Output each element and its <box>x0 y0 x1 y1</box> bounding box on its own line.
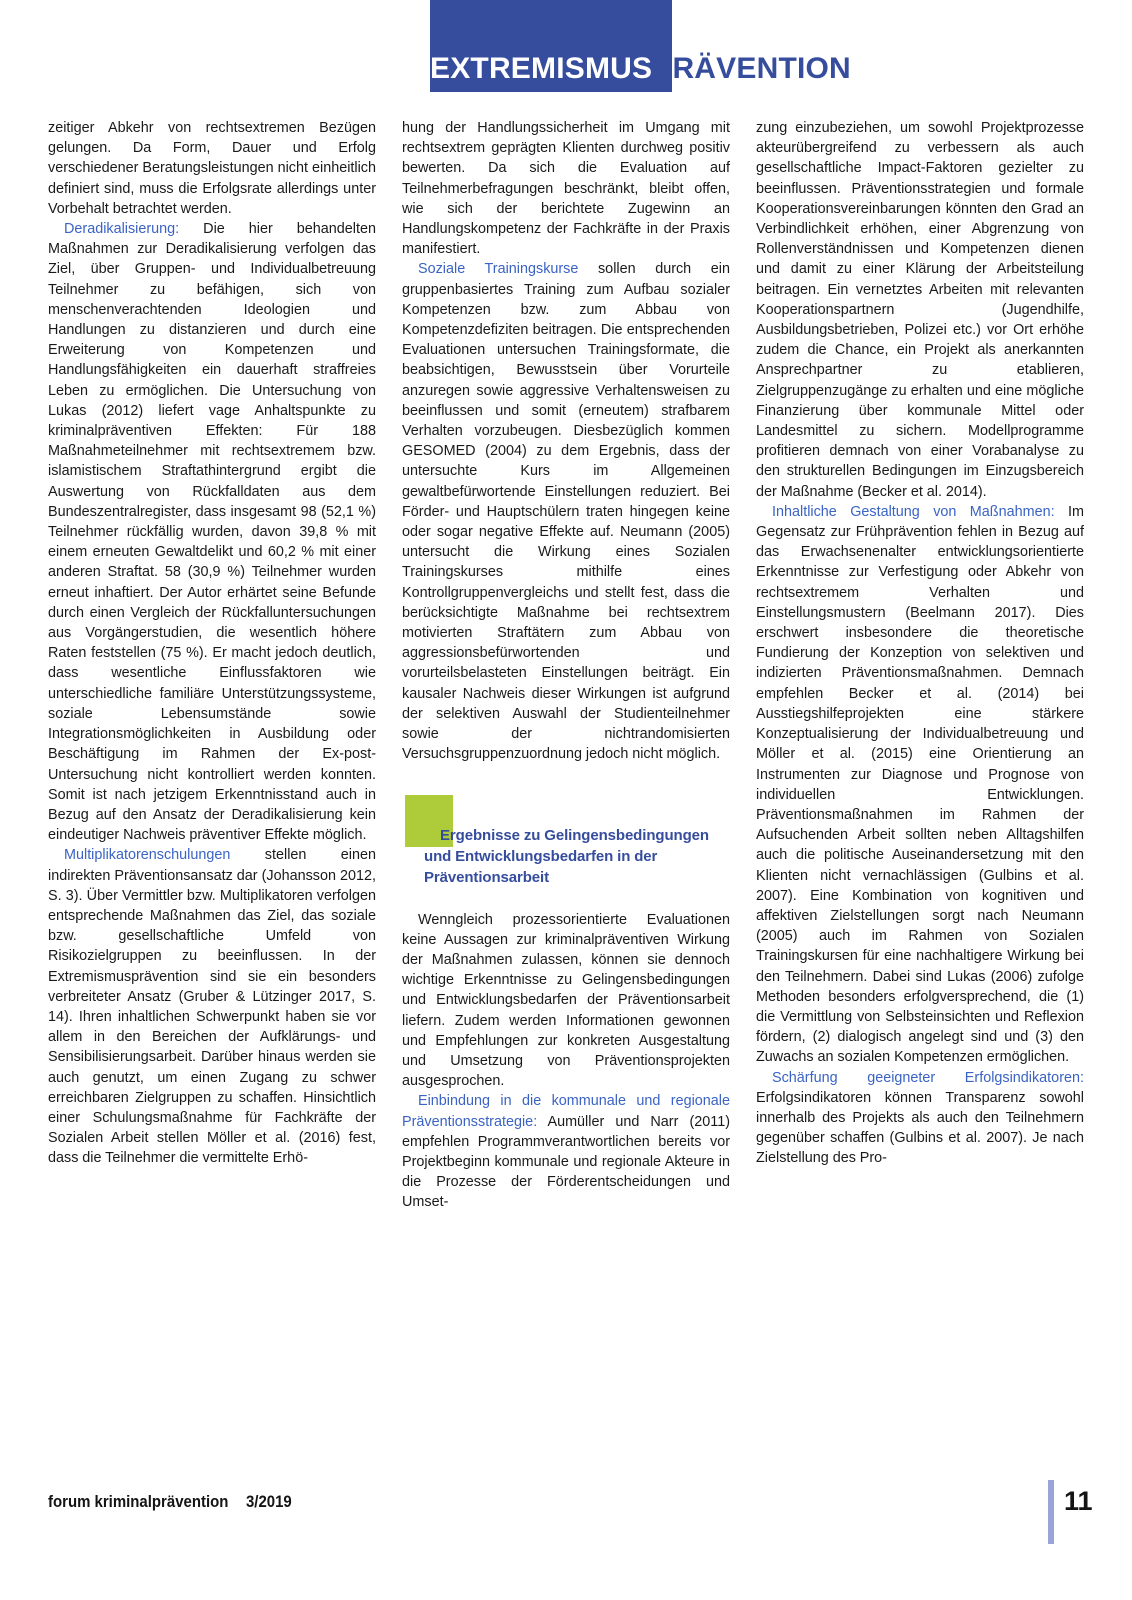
runin-heading-deradikalisierung: Deradikalisierung: <box>64 221 180 238</box>
article-columns <box>48 118 1086 1448</box>
paragraph-text: Aumüller und Narr (2011) empfehlen Programmverantwortlichen bereits vor Projektbeginn kommunale und regionale Akteure in die Prozesse der Förderentscheidungen und Umset- <box>402 1113 730 1211</box>
page-header <box>0 0 1132 112</box>
paragraph <box>756 502 1084 1068</box>
section-heading: Ergebnisse zu Gelingensbedingungen und Entwicklungsbedarfen in der Präventionsarbeit <box>424 826 709 886</box>
paragraph-text: sollen durch ein gruppenbasiertes Training zum Aufbau sozialer Kompetenzen bzw. zum Abbau von Kompetenzdefiziten beitragen. Die entsprechenden Evaluationen untersuchen Trainingsformate, die beabsichtigen, Bewusstsein über Vorurteile anzuregen sowie aggressive Verhaltensweisen zu beeinflussen und somit (erneutem) strafbarem Verhalten vorzubeugen. Diesbezüglich kommen GESOMED (2004) zu dem Ergebnis, dass der untersuchte Kurs im Allgemeinen gewaltbefürwortende Einstellungen reduziert. Bei Förder- und Hauptschülern traten hingegen keine oder sogar negative Effekte auf. Neumann (2005) untersucht die Wirkung eines Sozialen Trainingskurses mithilfe eines Kontrollgruppenvergleichs und stellt fest, dass die berücksichtigte Maßnahme bei rechtsextrem motivierten Straftätern zum Abbau von aggressionsbefürwortenden und vorurteilsbelasteten Einstellungen beiträgt. Ein kausaler Nachweis dieser Wirkungen ist aufgrund der selektiven Auswahl der Studienteilnehmer sowie der nichtrandomisierten Versuchsgruppenzuordnung jedoch nicht möglich. <box>402 261 730 763</box>
paragraph: zeitiger Abkehr von rechtsextremen Bezügen gelungen. Da Form, Dauer und Erfolg verschiedener Beratungsleistungen nicht einheitlich definiert sind, muss die Erfolgsrate allerdings unter Vorbehalt betrachtet werden. <box>48 120 376 217</box>
paragraph <box>48 219 376 845</box>
runin-heading-multiplikatorenschulungen: Multiplikatorenschulungen <box>64 847 231 864</box>
column-middle <box>402 118 730 1448</box>
paragraph: zung einzubeziehen, um sowohl Projektprozesse akteurübergreifend zu verbessern als auch gesellschaftliche Impact-Faktoren gezielter zu beeinflussen. Präventionsstrategien und formale Kooperationsvereinbarungen könnten den Grad an Verbindlichkeit erhöhen, einer Abgrenzung von Rollenverständnissen und Kompetenzen dienen und damit zu einer Klärung der Arbeitsteilung beitragen. Ein vernetztes Arbeiten mit relevanten Kooperationspartnern (Jugendhilfe, Ausbildungsbetrieben, Polizei etc.) vor Ort erhöhe zudem die Chance, ein Projekt als anerkannten Ansprechpartner zu etablieren, Zielgruppenzugänge zu erhalten und eine mögliche Finanzierung über kommunale Mittel oder Landesmittel zu sichern. Modellprogramme profitieren demnach von einer Vorabanalyse zu den strukturellen Bedingungen im Einzugsbereich der Maßnahme (Becker et al. 2014). <box>756 120 1084 500</box>
page-title <box>430 54 1070 84</box>
paragraph <box>402 1091 730 1212</box>
runin-heading-inhaltliche-gestaltung: Inhaltliche Gestaltung von Maßnahmen: <box>772 503 1055 520</box>
paragraph <box>402 259 730 764</box>
runin-heading-soziale-trainingskurse: Soziale Trainingskurse <box>418 261 579 278</box>
runin-heading-einbindung-kommunale-strategie: Einbindung in die kommunale und regionale Präventionsstrategie: <box>402 1093 730 1130</box>
paragraph-text: stellen einen indirekten Präventionsansatz dar (Johansson 2012, S. 3). Über Vermittler bzw. Multiplikatoren verfolgen entsprechende Maßnahmen das Ziel, das soziale bzw. gesellschaftliche Umfeld von Risikozielgruppen zu beeinflussen. In der Extremismusprävention sind sie ein besonders verbreiteter Ansatz (Gruber & Lützinger 2017, S. 14). Ihren inhaltlichen Schwerpunkt haben sie vor allem in den Bereichen der Aufklärungs- und Sensibilisierungsarbeit. Darüber hinaus werden sie auch genutzt, um einen Zugang zu schwer erreichbaren Zielgruppen zu schaffen. Hinsichtlich einer Schulungsmaßnahme für Fachkräfte der Sozialen Arbeit stellen Möller et al. (2016) fest, dass die Teilnehmer die vermittelte Erhö- <box>48 847 376 1167</box>
column-right <box>756 118 1084 1448</box>
section-heading-block <box>402 795 730 888</box>
paragraph <box>756 1068 1084 1169</box>
paragraph: hung der Handlungssicherheit im Umgang mit rechtsextrem geprägten Klienten durchweg positiv bewerten. Da sich die Evaluation auf Teilnehmerbefragungen beschränkt, bleibt offen, wie sich der berichtete Zugewinn an Handlungskompetenz der Fachkräfte in der Praxis manifestiert. <box>402 120 730 258</box>
paragraph-text: Die hier behandelten Maßnahmen zur Deradikalisierung verfolgen das Ziel, über Gruppen- und Individualbetreuung Teilnehmer zu befähigen, sich von menschenverachtenden Ideologien und Handlungen zu distanzieren und durch eine Erweiterung von Kompetenzen und Handlungsfähigkeiten ein dauerhaft straffreies Leben zu ermöglichen. Die Untersuchung von Lukas (2012) liefert vage Anhaltspunkte zu kriminalpräventiven Effekten: Für 188 Maßnahmeteilnehmer mit rechtsextremem bzw. islamistischem Straftathintergrund ergibt die Auswertung von Rückfalldaten aus dem Bundeszentralregister, dass insgesamt 98 (52,1 %) Teilnehmer rückfällig wurden, davon 39,8 % mit einem erneuten Gewaltdelikt und 60,2 % mit einer anderen Straftat. 58 (30,9 %) Teilnehmer wurden erneut inhaftiert. Der Autor erhärtet seine Befunde durch einen Vergleich der Rückfalluntersuchungen aus Vorgängerstudien, die wesentlich höhere Raten feststellen (75 %). Er macht jedoch deutlich, dass wesentliche Einflussfaktoren wie unterschiedliche familiäre Unterstützungssysteme, soziale Lebensumstände sowie Integrationsmöglichkeiten in Ausbildung oder Beschäftigung im Rahmen der Ex-post-Untersuchung nicht kontrolliert werden konnten. Somit ist nach jetzigem Erkenntnisstand auch in Bezug auf den Ansatz der Deradikalisierung kein eindeutiger Nachweis präventiver Effekte möglich. <box>48 221 376 844</box>
paragraph-text: Im Gegensatz zur Frühprävention fehlen in Bezug auf das Erwachsenenalter entwicklungsorientierte Erkenntnisse zur Verfestigung oder Abkehr von rechtsextremem Verhalten und Einstellungsmustern (Beelmann 2017). Dies erschwert insbesondere die theoretische Fundierung der Konzeption von selektiven und indizierten Präventionsmaßnahmen. Demnach empfehlen Becker et al. (2014) bei Ausstiegshilfeprojekten eine stärkere Konzeptualisierung der Individualbetreuung und Möller et al. (2015) eine Orientierung an Instrumenten zur Diagnose und Prognose von individuellen Entwicklungen. Präventionsmaßnahmen im Rahmen der Aufsuchenden Arbeit sollten neben Alltagshilfen auch die politische Auseinandersetzung mit den Klienten nicht vernachlässigen (Gulbins et al. 2007). Eine Kombination von kognitiven und affektiven Zielstellungen sorgt nach Neumann (2005) auch im Rahmen von Sozialen Trainingskursen für eine nachhaltigere Wirkung bei den Teilnehmern. Dabei sind Lukas (2006) zufolge Methoden besonders erfolgversprechend, die (1) die Vermittlung von Selbsteinsichten und Reflexion fördern, (2) dialogisch angelegt sind und (3) den Zuwachs an sozialen Kompetenzen ermöglichen. <box>756 503 1084 1066</box>
footer-divider-rule <box>1048 1480 1054 1544</box>
page-title-part-praevention: PRÄVENTION <box>652 52 851 85</box>
journal-name: forum kriminalprävention <box>48 1492 229 1511</box>
journal-issue: 3/2019 <box>245 1492 292 1511</box>
page-title-part-extremismus: EXTREMISMUS <box>430 52 653 85</box>
page-footer <box>0 1480 1132 1560</box>
paragraph <box>48 845 376 1168</box>
column-left <box>48 118 376 1448</box>
footer-journal-line <box>48 1492 292 1512</box>
paragraph-text: Erfolgsindikatoren können Transparenz sowohl innerhalb des Projekts als auch den Teilnehmern gegenüber schaffen (Gulbins et al. 2007). Je nach Zielstellung des Pro- <box>756 1089 1084 1167</box>
runin-heading-schaerfung-erfolgsindikatoren: Schärfung geeigneter Erfolgsindikatoren: <box>772 1069 1084 1086</box>
paragraph: Wenngleich prozessorientierte Evaluationen keine Aussagen zur kriminalpräventiven Wirkung der Maßnahmen zulassen, können sie dennoch wichtige Erkenntnisse zu Gelingensbedingungen und Entwicklungsbedarfen der Präventionsarbeit liefern. Zudem werden Informationen gewonnen und Empfehlungen zur konkreten Ausgestaltung und Umsetzung von Präventionsprojekten ausgesprochen. <box>402 911 730 1090</box>
page-number: 11 <box>1064 1486 1093 1516</box>
